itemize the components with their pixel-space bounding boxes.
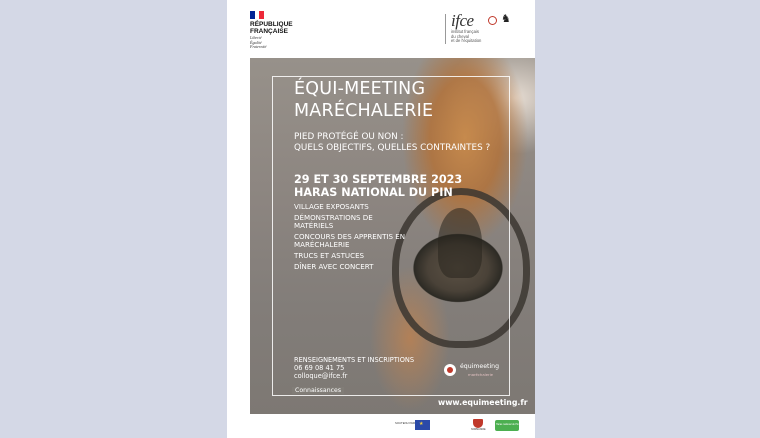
eu-flag-icon [415,420,430,430]
seal-icon [488,16,497,25]
feature-list [294,203,414,274]
event-date: 29 ET 30 SEPTEMBRE 2023 HARAS NATIONAL DU PIN [294,173,463,199]
contact-heading: RENSEIGNEMENTS ET INSCRIPTIONS [294,356,415,364]
normandie-logo: NORMANDIE [471,419,485,432]
normandie-shield-icon [473,419,483,428]
sponsor-footer [227,414,535,438]
event-subtitle: PIED PROTÉGÉ OU NON : QUELS OBJECTIFS, QUELLES CONTRAINTES ? [294,132,491,153]
haras-pin-logo: Haras national du Pin [495,420,519,431]
equimeeting-logo: équimeeting maréchalerie [444,360,508,380]
ifce-wordmark: ifce [451,11,474,30]
ifce-divider [445,14,446,44]
ifce-logo [445,12,529,48]
contact-email[interactable]: colloque@ifce.fr [294,372,348,380]
ifce-fullname: institut français du cheval et de l'équitation [451,29,482,44]
contact-info [294,356,414,380]
document-header [227,0,535,58]
republique-motto: Liberté Égalité Fraternité [250,35,267,49]
horse-icon: ♞ [501,12,511,25]
french-flag-icon [250,11,264,19]
document-page [227,0,535,438]
event-title: ÉQUI-MEETING MARÉCHALERIE [294,79,434,121]
supported-by-label: SOUTENU PAR [395,421,415,425]
list-item: TRUCS ET ASTUCES [294,251,365,260]
list-item: VILLAGE EXPOSANTS [294,202,369,211]
event-poster [250,58,535,414]
contact-phone: 06 69 08 41 75 [294,364,345,372]
republique-name: RÉPUBLIQUE FRANÇAISE [250,21,293,35]
list-item: DÎNER AVEC CONCERT [294,262,374,271]
list-item: DÉMONSTRATIONS DE MATÉRIELS [294,213,373,230]
website-link[interactable]: www.equimeeting.fr [438,398,528,407]
connaissances-label: Connaissances [292,387,344,394]
republique-francaise-logo [250,11,310,50]
list-item: CONCOURS DES APPRENTIS EN MARÉCHALERIE [294,232,406,249]
eu-stars-icon: ★ [419,421,424,427]
equimeeting-dot-icon [447,367,453,373]
